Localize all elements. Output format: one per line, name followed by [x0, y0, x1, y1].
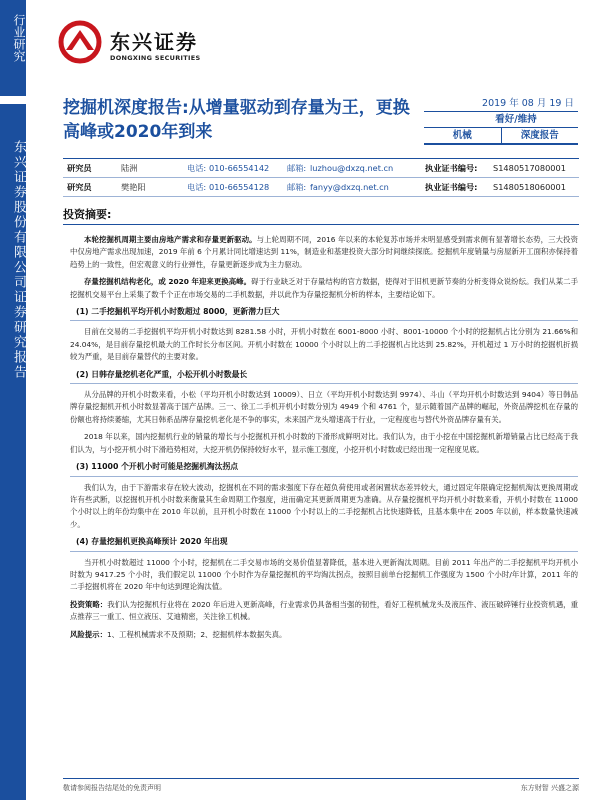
analyst-cert: S1480518060001 [493, 182, 566, 192]
industry-tag: 机械 [452, 130, 472, 141]
analyst-role: 研究员 [67, 182, 92, 192]
phone-label: 电话: [187, 163, 207, 173]
summary-body [70, 234, 578, 646]
logo-mark-icon [58, 20, 102, 64]
paragraph-lead: 投资策略： [70, 599, 108, 609]
analyst-row [63, 178, 579, 197]
analyst-row [63, 159, 579, 178]
paragraph-text: 我们认为，与小挖开机小时下滑趋势相对，大挖开机仍保持较好水平，显示施工强度，小挖开机小时数或已经出现一定程度见底。 [70, 432, 578, 454]
logo-chinese-name: 东兴证券 [110, 30, 198, 54]
paragraph: 目前在交易的二手挖掘机平均开机小时数达到 8281.58 小时，开机小时数在 6001-8000 小时、8001-10000 个小时的挖掘机占比分别为 21.66%和 24.04%，是目前存量挖机最大的工作时长分布区间。开机小时数在 10000 个小时以上的二手挖掘机占比达到 25.82%，开机超过 1 万小时的挖掘机折损较为严重，是目前存量替代的主要对象。 [70, 327, 578, 362]
sidebar-company [0, 104, 26, 800]
footer-slogan: 东方财智 兴盛之源 [520, 784, 579, 792]
paragraph-text: 1、工程机械需求不及预期；2、挖掘机样本数据失真。 [106, 629, 287, 639]
report-info-box [424, 96, 578, 145]
paragraph-text: 我们认为挖掘机行业将在 2020 年后进入更新高峰，行业需求仍具备相当强的韧性，看好工程机械龙头及液压件、液压破碎锤行业投资机遇，重点推荐三一重工、恒立液压、艾迪精密，关注徐工机械。 [70, 599, 578, 622]
summary-divider [63, 224, 579, 225]
paragraph-text: 2018 年以来，国内挖掘机行业的销量的增长与小挖掘机开机小时数的下滑形成鲜明对比。我们认为，由于小挖在中国挖掘机新增销量占比已经高于 [84, 432, 571, 442]
paragraph: 从分品牌的开机小时数来看，小松（平均开机小时数达到 10009）、日立（平均开机小时数达到 9974）、斗山（平均开机小时数达到 9404）等日韩品牌存量挖掘机开机小时数显著高于国产品牌。三一、徐工二手机开机小时数分别为 4949 个和 4761 个，显示随着国产品牌的崛起，外资品牌挖机在存量的份额也将持续萎缩，尤其日韩系品牌存量挖机老化是不争的事实，未来国产龙头增速高于行业，一定程度也与替代外资品牌存量有关。 [70, 390, 578, 424]
analyst-email: luzhou@dxzq.net.cn [310, 163, 394, 173]
paragraph-text: 碍于行业缺乏对于存量结构的官方数据，使得对于旧机更新节奏的分析变得众说纷纭。我们从某二手挖掘机交易平台上采集了数千个正在市场交易的二手机数据，并以此作为存量挖掘机分析的样本，主要结论如下。 [70, 277, 578, 299]
sidebar-category [0, 0, 26, 96]
paragraph [70, 234, 578, 271]
report-type-tag: 深度报告 [501, 128, 579, 143]
analyst-name: 陆洲 [121, 163, 138, 173]
summary-heading: 投资摘要: [63, 208, 112, 221]
analyst-email: fanyy@dxzq.net.cn [310, 182, 389, 192]
analyst-role: 研究员 [67, 163, 92, 173]
cert-label: 执业证书编号: [425, 163, 478, 173]
email-label: 邮箱: [287, 163, 307, 173]
company-logo [58, 18, 218, 68]
paragraph: 我们认为，由于下游需求存在较大波动，挖掘机在不同的需求强度下存在超负荷使用或者闲置状态差异较大，通过固定年限确定挖掘机淘汰更换周期或许有些武断，以挖掘机开机小时数来衡量其生命周期工作强度，进而确定其更新周期更为准确。从存量挖掘机平均开机小时数来看，开机小时数在 11000 个小时以上的年份均集中在 2010 年以前，且开机小时数在 11000 个小时以上的二手挖掘机占比快速降低，且基本集中在 2005 年以前，样本数量快速减少。 [70, 482, 578, 529]
sidebar-category-label: 行业研究 [12, 14, 26, 62]
page-footer [63, 778, 579, 792]
analyst-phone: 010-66554142 [209, 163, 270, 173]
sidebar-company-label: 东兴证券股份有限公司证券研究报告 [11, 140, 26, 380]
report-date: 2019 年 08 月 19 日 [424, 96, 578, 112]
section-heading: (4) 存量挖掘机更换高峰预计 2020 年出现 [70, 536, 578, 551]
paragraph-lead: 存量挖掘机结构老化，或 2020 年迎来更换高峰。 [84, 277, 252, 287]
logo-english-name: DONGXING SECURITIES [110, 54, 201, 62]
email-label: 邮箱: [287, 182, 307, 192]
paragraph [70, 629, 578, 641]
section-heading: (1) 二手挖掘机平均开机小时数超过 8000，更新潜力巨大 [70, 306, 578, 321]
section-heading: (2) 日韩存量挖机老化严重，小松开机小时数最长 [70, 369, 578, 384]
footer-disclaimer: 敬请参阅报告结尾处的免责声明 [63, 784, 161, 792]
section-heading: (3) 11000 个开机小时可能是挖掘机淘汰拐点 [70, 461, 578, 476]
cert-label: 执业证书编号: [425, 182, 478, 192]
report-title: 挖掘机深度报告:从增量驱动到存量为王，更换高峰或2020年到来 [63, 98, 410, 142]
paragraph [70, 599, 578, 624]
phone-label: 电话: [187, 182, 207, 192]
analyst-cert: S1480517080001 [493, 163, 566, 173]
analyst-phone: 010-66554128 [209, 182, 270, 192]
paragraph [70, 431, 578, 456]
paragraph-lead: 本轮挖掘机周期主要由房地产需求和存量更新驱动。 [84, 235, 257, 244]
analyst-table [63, 158, 579, 197]
report-rating: 看好/维持 [424, 112, 578, 128]
paragraph: 当开机小时数超过 11000 个小时，挖掘机在二手交易市场的交易价值显著降低，基本进入更新淘汰周期。目前 2011 年出产的二手挖掘机平均开机小时数为 9417.25 个小时，我们假定以 11000 个小时作为存量挖掘机的平均淘汰拐点，按照目前单台挖掘机工作强度为 1500 个小时/年计算，2011 年的二手挖掘机将在 2020 年中旬达到理论淘汰值。 [70, 557, 578, 592]
paragraph [70, 276, 578, 301]
analyst-name: 樊艳阳 [121, 182, 146, 192]
report-tags [424, 128, 578, 145]
paragraph-lead: 风险提示： [70, 629, 107, 639]
paragraph-text: 与上轮周期不同，2016 年以来的本轮复苏市场并未明显感受到需求侧有显著增长态势，三大投资中仅房地产需求出现加速，2019 年前 6 个月累计同比增速达到 11%，制造业和基建投资大部分时间继续探底。挖掘机年度销量与房屋新开工面积亦保持着趋势上的一致性，但宏观意义的行业弹性，存量更新逐步成为主力驱动。 [70, 235, 578, 269]
